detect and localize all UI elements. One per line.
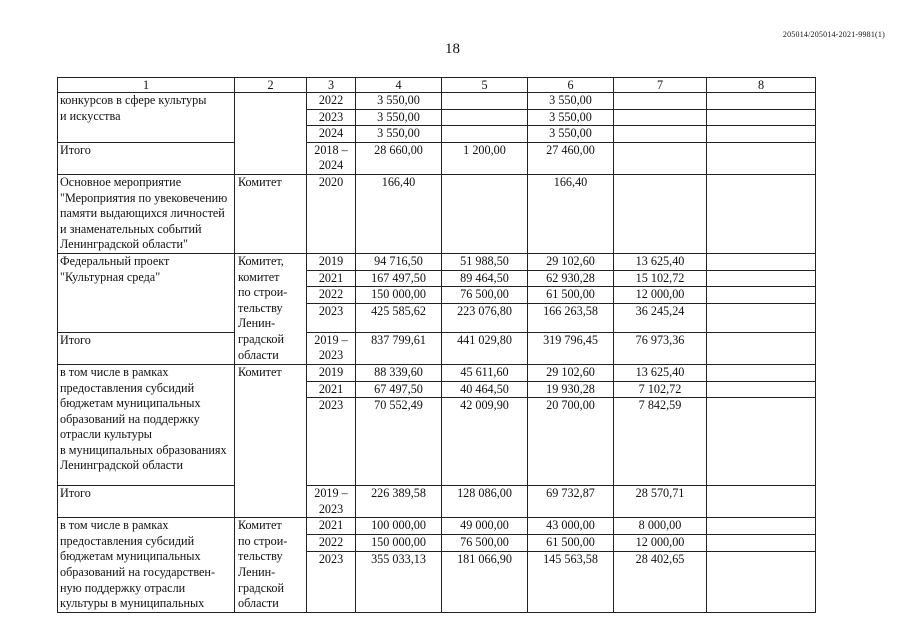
amount-cell: [707, 535, 816, 552]
amount-cell: [356, 364, 442, 381]
cell-text-line: 42 009,90: [460, 398, 509, 413]
cell-text-line: 28 402,65: [635, 552, 685, 567]
cell-text-line: 2018 –: [314, 142, 348, 157]
cell-text-line: 12 000,00: [635, 535, 685, 550]
amount-cell: [614, 364, 707, 381]
cell-text-line: 19 930,28: [546, 381, 595, 396]
cell-text-line: бюджетам муниципальных: [60, 549, 201, 564]
amount-cell: [442, 364, 528, 381]
amount-cell: [528, 270, 614, 287]
description-cell: [58, 518, 235, 613]
column-header: 1: [58, 78, 235, 93]
table-row: [58, 174, 816, 253]
cell-text-line: 2023: [318, 303, 344, 318]
amount-cell: [442, 253, 528, 270]
cell-text-line: 89 464,50: [460, 270, 509, 285]
cell-text-line: 36 245,24: [635, 303, 685, 318]
amount-cell: [442, 174, 528, 253]
cell-text-line: 88 339,60: [374, 364, 423, 379]
amount-cell: [707, 174, 816, 253]
amount-cell: [614, 398, 707, 486]
amount-cell: [442, 287, 528, 304]
amount-cell: [442, 535, 528, 552]
table-row: [58, 93, 816, 110]
amount-cell: [614, 303, 707, 332]
responsible-cell: [235, 332, 307, 364]
year-cell: [307, 398, 356, 486]
cell-text-line: 100 000,00: [371, 518, 426, 533]
amount-cell: [707, 518, 816, 535]
amount-cell: [528, 398, 614, 486]
amount-cell: [356, 270, 442, 287]
cell-text-line: 76 500,00: [460, 287, 509, 302]
cell-text-line: Итого: [60, 486, 91, 501]
year-cell: [307, 126, 356, 143]
year-cell: [307, 109, 356, 126]
amount-cell: [356, 552, 442, 613]
cell-text-line: 94 716,50: [374, 253, 423, 268]
cell-text-line: и знаменательных событий: [60, 221, 202, 236]
amount-cell: [707, 253, 816, 270]
amount-cell: [356, 93, 442, 110]
cell-text-line: области: [238, 347, 279, 362]
cell-text-line: 837 799,61: [371, 332, 426, 347]
cell-text-line: в том числе в рамках: [60, 518, 169, 533]
amount-cell: [707, 126, 816, 143]
cell-text-line: 51 988,50: [460, 253, 509, 268]
table-row: [58, 142, 816, 174]
cell-text-line: 2020: [318, 174, 344, 189]
cell-text-line: 3 550,00: [377, 93, 420, 107]
cell-text-line: Федеральный проект: [60, 253, 170, 268]
amount-cell: [528, 174, 614, 253]
column-header: 3: [307, 78, 356, 93]
amount-cell: [528, 364, 614, 381]
cell-text-line: 3 550,00: [549, 109, 592, 124]
amount-cell: [356, 486, 442, 518]
cell-text-line: 8 000,00: [638, 518, 682, 533]
amount-cell: [614, 109, 707, 126]
cell-text-line: образований на поддержку: [60, 411, 200, 426]
amount-cell: [356, 253, 442, 270]
cell-text-line: 3 550,00: [377, 109, 420, 124]
year-cell: [307, 364, 356, 381]
cell-text-line: 150 000,00: [371, 535, 426, 550]
year-cell: [307, 535, 356, 552]
amount-cell: [442, 518, 528, 535]
cell-text-line: в том числе в рамках: [60, 364, 169, 379]
column-header: 6: [528, 78, 614, 93]
cell-text-line: 76 973,36: [635, 332, 685, 347]
cell-text-line: по строи-: [238, 285, 288, 300]
amount-cell: [707, 109, 816, 126]
cell-text-line: 2024: [318, 158, 344, 173]
amount-cell: [528, 142, 614, 174]
cell-text-line: предоставления субсидий: [60, 533, 195, 548]
cell-text-line: 167 497,50: [371, 270, 426, 285]
cell-text-line: 49 000,00: [460, 518, 509, 533]
amount-cell: [614, 126, 707, 143]
cell-text-line: Ленин-: [238, 565, 276, 580]
cell-text-line: 2019 –: [314, 332, 348, 347]
cell-text-line: 145 563,58: [543, 552, 598, 567]
cell-text-line: Комитет,: [238, 253, 284, 268]
cell-text-line: Комитет: [238, 364, 282, 379]
cell-text-line: бюджетам муниципальных: [60, 396, 201, 411]
amount-cell: [528, 332, 614, 364]
cell-text-line: 27 460,00: [546, 142, 595, 157]
amount-cell: [356, 535, 442, 552]
year-cell: [307, 253, 356, 270]
cell-text-line: 355 033,13: [371, 552, 426, 567]
cell-text-line: ную поддержку отрасли: [60, 580, 186, 595]
cell-text-line: 166,40: [553, 174, 588, 189]
amount-cell: [707, 142, 816, 174]
year-cell: [307, 552, 356, 613]
cell-text-line: 20 700,00: [546, 398, 595, 413]
amount-cell: [614, 552, 707, 613]
amount-cell: [356, 126, 442, 143]
cell-text-line: 76 500,00: [460, 535, 509, 550]
cell-text-line: Ленинградской области: [60, 458, 183, 473]
cell-text-line: 181 066,90: [457, 552, 512, 567]
cell-text-line: 13 625,40: [635, 253, 685, 268]
cell-text-line: 2024: [318, 126, 344, 141]
column-header: 2: [235, 78, 307, 93]
amount-cell: [356, 398, 442, 486]
amount-cell: [707, 398, 816, 486]
amount-cell: [528, 535, 614, 552]
amount-cell: [442, 126, 528, 143]
table-row: [58, 332, 816, 364]
amount-cell: [707, 486, 816, 518]
responsible-cell: [235, 174, 307, 253]
amount-cell: [614, 287, 707, 304]
amount-cell: [528, 253, 614, 270]
cell-text-line: 2022: [318, 535, 344, 550]
cell-text-line: 61 500,00: [546, 535, 595, 550]
amount-cell: [442, 381, 528, 398]
amount-cell: [707, 381, 816, 398]
amount-cell: [442, 332, 528, 364]
cell-text-line: 7 102,72: [638, 381, 682, 396]
cell-text-line: 2023: [318, 552, 344, 567]
cell-text-line: 2021: [318, 270, 344, 285]
cell-text-line: 150 000,00: [371, 287, 426, 302]
amount-cell: [614, 535, 707, 552]
amount-cell: [707, 364, 816, 381]
amount-cell: [528, 303, 614, 332]
cell-text-line: 13 625,40: [635, 364, 685, 379]
amount-cell: [707, 303, 816, 332]
year-cell: [307, 381, 356, 398]
amount-cell: [528, 287, 614, 304]
cell-text-line: 2021: [318, 518, 344, 533]
description-cell: [58, 364, 235, 485]
cell-text-line: 2023: [318, 501, 344, 516]
amount-cell: [442, 398, 528, 486]
amount-cell: [614, 332, 707, 364]
table-row: [58, 486, 816, 518]
cell-text-line: 69 732,87: [546, 486, 595, 501]
cell-text-line: 12 000,00: [635, 287, 685, 302]
amount-cell: [356, 142, 442, 174]
amount-cell: [356, 518, 442, 535]
header-row: [58, 78, 816, 93]
responsible-cell: [235, 364, 307, 517]
cell-text-line: 29 102,60: [546, 364, 595, 379]
amount-cell: [356, 174, 442, 253]
year-cell: [307, 287, 356, 304]
description-cell: [58, 93, 235, 143]
year-cell: [307, 303, 356, 332]
budget-table: [57, 77, 816, 613]
description-cell: [58, 174, 235, 253]
amount-cell: [614, 253, 707, 270]
cell-text-line: Комитет: [238, 174, 282, 189]
cell-text-line: 1 200,00: [463, 142, 506, 157]
amount-cell: [614, 381, 707, 398]
description-cell: [58, 486, 235, 518]
cell-text-line: Ленинградской области": [60, 237, 188, 252]
amount-cell: [528, 109, 614, 126]
description-cell: [58, 142, 235, 174]
responsible-cell: [235, 253, 307, 332]
cell-text-line: Ленин-: [238, 316, 276, 331]
table-row: [58, 518, 816, 535]
cell-text-line: культуры в муниципальных: [60, 596, 205, 611]
cell-text-line: 15 102,72: [635, 270, 685, 285]
amount-cell: [356, 287, 442, 304]
amount-cell: [442, 93, 528, 110]
amount-cell: [614, 174, 707, 253]
cell-text-line: 3 550,00: [549, 126, 592, 141]
cell-text-line: 425 585,62: [371, 303, 426, 318]
cell-text-line: 2019: [318, 364, 344, 379]
cell-text-line: 62 930,28: [546, 270, 595, 285]
amount-cell: [707, 332, 816, 364]
amount-cell: [528, 518, 614, 535]
cell-text-line: 2023: [318, 109, 344, 124]
cell-text-line: по строи-: [238, 533, 288, 548]
amount-cell: [707, 287, 816, 304]
cell-text-line: 70 552,49: [374, 398, 423, 413]
amount-cell: [614, 93, 707, 110]
year-cell: [307, 142, 356, 174]
amount-cell: [356, 381, 442, 398]
cell-text-line: 43 000,00: [546, 518, 595, 533]
amount-cell: [528, 126, 614, 143]
document-id: 205014/205014-2021-9981(1): [782, 30, 885, 39]
cell-text-line: памяти выдающихся личностей: [60, 206, 225, 221]
cell-text-line: Итого: [60, 142, 91, 157]
cell-text-line: 45 611,60: [460, 364, 509, 379]
amount-cell: [707, 552, 816, 613]
cell-text-line: Комитет: [238, 518, 282, 533]
cell-text-line: 2023: [318, 348, 344, 363]
cell-text-line: 40 464,50: [460, 381, 509, 396]
cell-text-line: тельству: [238, 549, 283, 564]
cell-text-line: 3 550,00: [377, 126, 420, 141]
cell-text-line: конкурсов в сфере культуры: [60, 93, 207, 107]
column-header: 5: [442, 78, 528, 93]
cell-text-line: образований на государствен-: [60, 565, 216, 580]
cell-text-line: 166,40: [381, 174, 416, 189]
amount-cell: [528, 93, 614, 110]
cell-text-line: 3 550,00: [549, 93, 592, 107]
cell-text-line: 441 029,80: [457, 332, 512, 347]
amount-cell: [707, 93, 816, 110]
amount-cell: [614, 518, 707, 535]
cell-text-line: градской: [238, 580, 285, 595]
cell-text-line: 28 660,00: [374, 142, 423, 157]
page-number: 18: [445, 41, 460, 57]
cell-text-line: 2022: [318, 287, 344, 302]
cell-text-line: Основное мероприятие: [60, 174, 182, 189]
amount-cell: [442, 303, 528, 332]
cell-text-line: "Мероприятия по увековечению: [60, 190, 228, 205]
responsible-cell: [235, 93, 307, 175]
cell-text-line: 2022: [318, 93, 344, 107]
year-cell: [307, 332, 356, 364]
cell-text-line: 128 086,00: [457, 486, 512, 501]
amount-cell: [528, 486, 614, 518]
year-cell: [307, 270, 356, 287]
amount-cell: [442, 552, 528, 613]
amount-cell: [614, 486, 707, 518]
amount-cell: [528, 552, 614, 613]
column-header: 4: [356, 78, 442, 93]
responsible-cell: [235, 518, 307, 613]
cell-text-line: в муниципальных образованиях: [60, 442, 227, 457]
cell-text-line: 223 076,80: [457, 303, 512, 318]
cell-text-line: 2019: [318, 253, 344, 268]
description-cell: [58, 332, 235, 364]
cell-text-line: 166 263,58: [543, 303, 598, 318]
cell-text-line: "Культурная среда": [60, 269, 161, 284]
cell-text-line: области: [238, 596, 279, 611]
cell-text-line: комитет: [238, 269, 280, 284]
cell-text-line: 61 500,00: [546, 287, 595, 302]
column-header: 7: [614, 78, 707, 93]
amount-cell: [356, 332, 442, 364]
cell-text-line: Итого: [60, 332, 91, 347]
amount-cell: [528, 381, 614, 398]
cell-text-line: 7 842,59: [638, 398, 682, 413]
cell-text-line: 226 389,58: [371, 486, 426, 501]
table-row: [58, 253, 816, 270]
amount-cell: [356, 303, 442, 332]
cell-text-line: тельству: [238, 300, 283, 315]
cell-text-line: 2019 –: [314, 486, 348, 501]
amount-cell: [442, 109, 528, 126]
year-cell: [307, 518, 356, 535]
amount-cell: [442, 142, 528, 174]
cell-text-line: и искусства: [60, 108, 121, 123]
description-cell: [58, 253, 235, 332]
cell-text-line: 67 497,50: [374, 381, 423, 396]
year-cell: [307, 93, 356, 110]
cell-text-line: предоставления субсидий: [60, 380, 195, 395]
column-header: 8: [707, 78, 816, 93]
amount-cell: [707, 270, 816, 287]
cell-text-line: 2021: [318, 381, 344, 396]
year-cell: [307, 174, 356, 253]
amount-cell: [356, 109, 442, 126]
cell-text-line: 28 570,71: [635, 486, 685, 501]
table-row: [58, 364, 816, 381]
cell-text-line: 319 796,45: [543, 332, 598, 347]
amount-cell: [442, 486, 528, 518]
cell-text-line: градской: [238, 332, 285, 347]
amount-cell: [614, 142, 707, 174]
cell-text-line: отрасли культуры: [60, 427, 152, 442]
amount-cell: [442, 270, 528, 287]
cell-text-line: 29 102,60: [546, 253, 595, 268]
cell-text-line: 2023: [318, 398, 344, 413]
amount-cell: [614, 270, 707, 287]
year-cell: [307, 486, 356, 518]
